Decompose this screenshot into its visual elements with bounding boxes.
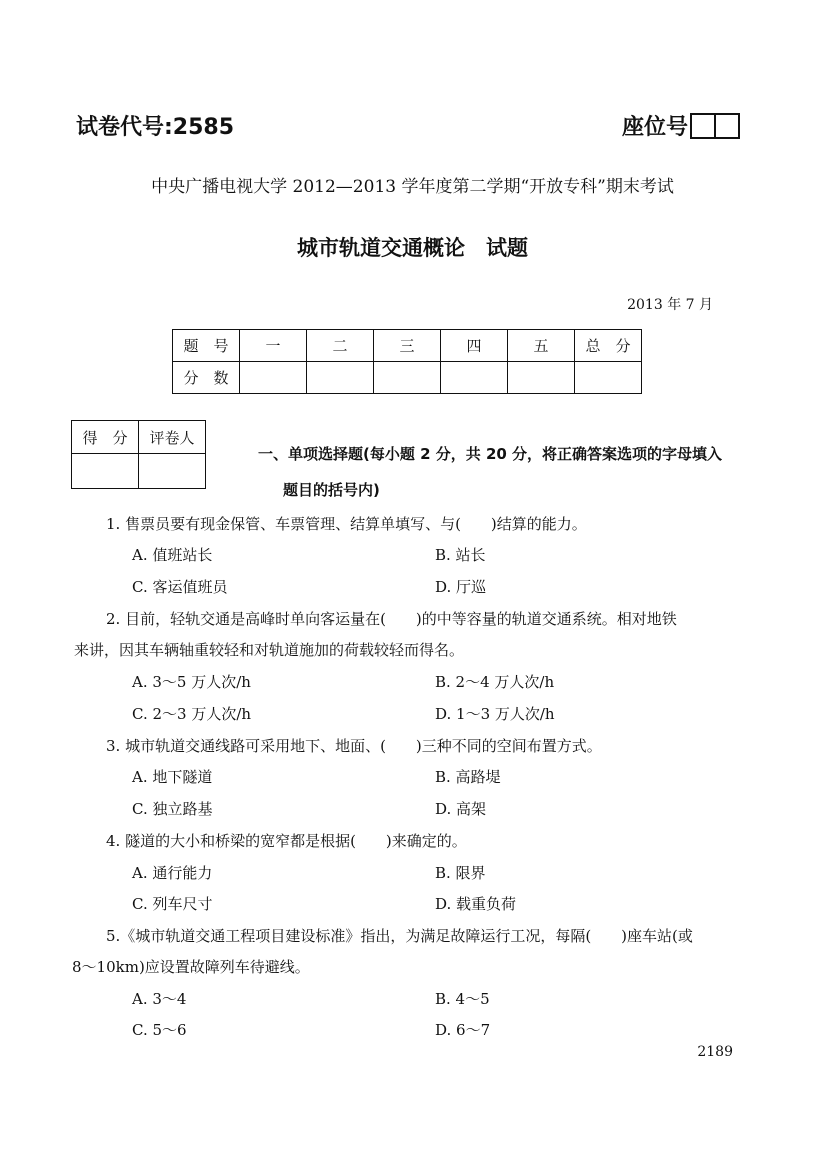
q1-option-c: C. 客运值班员 — [132, 578, 228, 596]
q4-option-b: B. 限界 — [435, 864, 486, 882]
exam-line: 中央广播电视大学 2012—2013 学年度第二学期“开放专科”期末考试 — [151, 177, 674, 197]
exam-title: 城市轨道交通概论 试题 — [297, 236, 528, 260]
score-cell-5: 五 — [508, 330, 575, 362]
q5-option-b: B. 4～5 — [435, 990, 490, 1008]
q4-option-c: C. 列车尺寸 — [132, 895, 213, 913]
score-cell-3: 三 — [374, 330, 441, 362]
section-heading-line2: 题目的括号内) — [283, 481, 380, 499]
question-5-line2: 8～10km)应设置故障列车待避线。 — [72, 958, 310, 976]
seat-box-1 — [690, 113, 716, 139]
grader-header-row — [72, 421, 206, 454]
question-2-line2: 来讲，因其车辆轴重较轻和对轨道施加的荷载较轻而得名。 — [74, 641, 465, 659]
question-3: 3. 城市轨道交通线路可采用地下、地面、( )三种不同的空间布置方式。 — [106, 737, 602, 755]
score-table-header-row — [173, 330, 642, 362]
score-table-value-row — [173, 362, 642, 394]
q1-option-d: D. 厅巡 — [435, 578, 487, 596]
q3-option-c: C. 独立路基 — [132, 800, 213, 818]
question-1: 1. 售票员要有现金保管、车票管理、结算单填写、与( )结算的能力。 — [106, 515, 587, 533]
question-5-line1: 5.《城市轨道交通工程项目建设标准》指出，为满足故障运行工况，每隔( )座车站(或 — [106, 927, 693, 945]
q2-option-a: A. 3～5 万人次/h — [132, 673, 251, 691]
q2-option-d: D. 1～3 万人次/h — [435, 705, 555, 723]
score-cell-2: 二 — [307, 330, 374, 362]
grader-score-label: 得 分 — [72, 421, 139, 454]
q3-option-b: B. 高路堤 — [435, 768, 501, 786]
q4-option-d: D. 载重负荷 — [435, 895, 517, 913]
question-4: 4. 隧道的大小和桥梁的宽窄都是根据( )来确定的。 — [106, 832, 467, 850]
seat-number — [622, 110, 740, 141]
score-value-4 — [441, 362, 508, 394]
grader-name-label: 评卷人 — [139, 421, 206, 454]
score-cell-label: 题 号 — [173, 330, 240, 362]
page-number: 2189 — [697, 1044, 733, 1060]
score-value-total — [575, 362, 642, 394]
score-cell-total: 总 分 — [575, 330, 642, 362]
exam-date: 2013 年 7 月 — [627, 297, 713, 313]
question-2-line1: 2. 目前，轻轨交通是高峰时单向客运量在( )的中等容量的轨道交通系统。相对地铁 — [106, 610, 677, 628]
q5-option-c: C. 5～6 — [132, 1021, 187, 1039]
score-table — [172, 329, 642, 394]
score-row-label: 分 数 — [173, 362, 240, 394]
section-heading-line1: 一、单项选择题(每小题 2 分，共 20 分，将正确答案选项的字母填入 — [258, 445, 723, 463]
q5-option-d: D. 6～7 — [435, 1021, 491, 1039]
grader-value-row — [72, 454, 206, 489]
score-value-2 — [307, 362, 374, 394]
q3-option-d: D. 高架 — [435, 800, 487, 818]
q5-option-a: A. 3～4 — [132, 990, 187, 1008]
score-cell-4: 四 — [441, 330, 508, 362]
score-value-1 — [240, 362, 307, 394]
paper-code: 试卷代号:2585 — [76, 115, 235, 140]
grader-name-value — [139, 454, 206, 489]
grader-score-value — [72, 454, 139, 489]
q1-option-b: B. 站长 — [435, 546, 486, 564]
seat-label: 座位号 — [622, 115, 689, 140]
score-cell-1: 一 — [240, 330, 307, 362]
q3-option-a: A. 地下隧道 — [132, 768, 213, 786]
q2-option-c: C. 2～3 万人次/h — [132, 705, 252, 723]
score-value-3 — [374, 362, 441, 394]
score-value-5 — [508, 362, 575, 394]
seat-box-2 — [714, 113, 740, 139]
q1-option-a: A. 值班站长 — [132, 546, 213, 564]
q2-option-b: B. 2～4 万人次/h — [435, 673, 555, 691]
grader-table — [71, 420, 206, 489]
q4-option-a: A. 通行能力 — [132, 864, 213, 882]
